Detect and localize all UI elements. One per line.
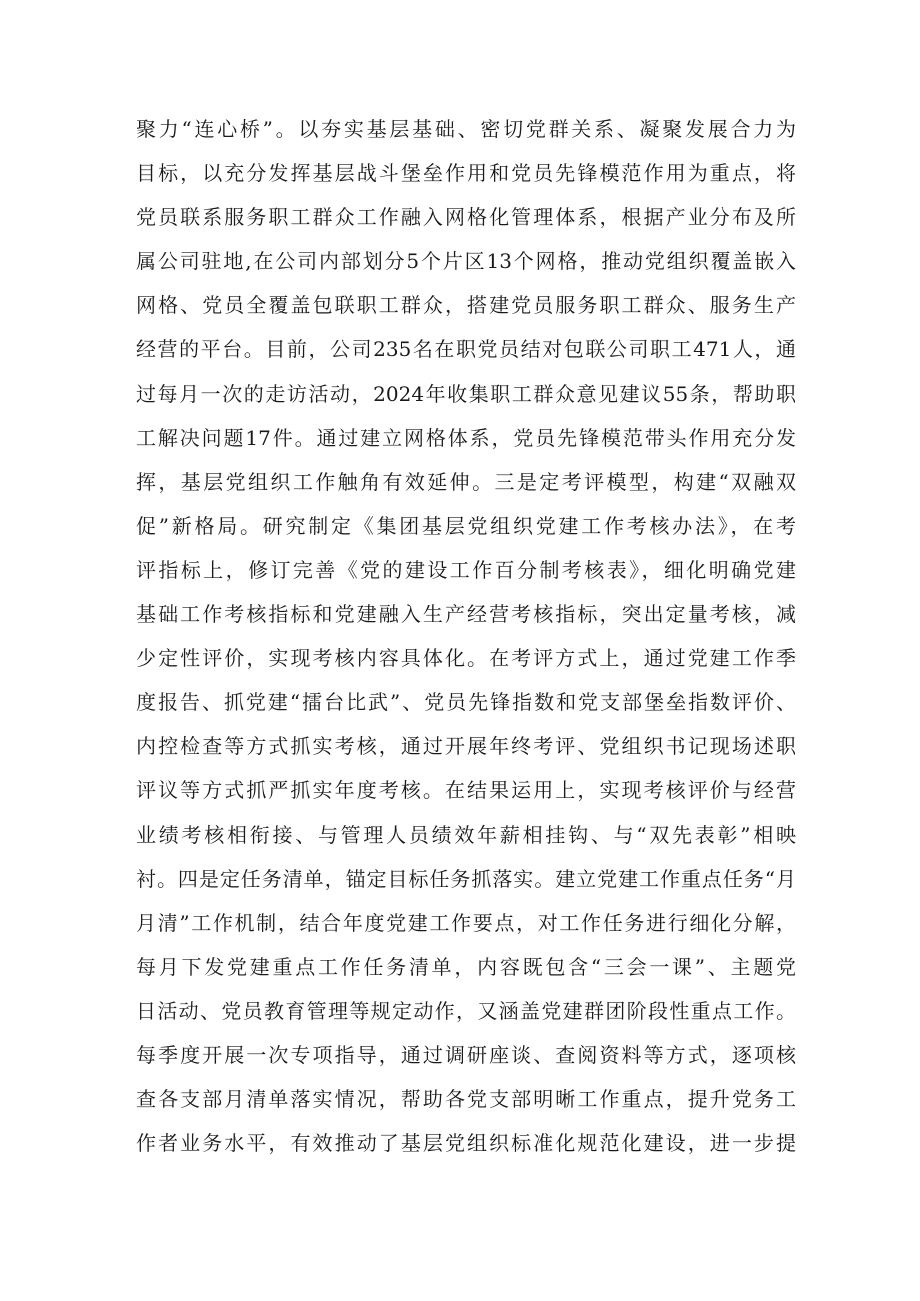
text-line: 月清”工作机制，结合年度党建工作要点，对工作任务进行细化分解， (136, 910, 796, 935)
text-line: 挥，基层党组织工作触角有效延伸。三是定考评模型，构建“双融双 (136, 469, 796, 494)
text-line: 促”新格局。研究制定《集团基层党组织党建工作考核办法》，在考 (136, 513, 796, 538)
text-line: 衬。四是定任务清单，锚定目标任务抓落实。建立党建工作重点任务“月 (136, 866, 796, 891)
text-line: 每季度开展一次专项指导，通过调研座谈、查阅资料等方式，逐项核 (136, 1042, 796, 1067)
text-line: 属公司驻地,在公司内部划分5个片区13个网格，推动党组织覆盖嵌入 (136, 249, 796, 274)
text-line: 经营的平台。目前，公司235名在职党员结对包联公司职工471人，通 (136, 337, 796, 362)
text-line: 查各支部月清单落实情况，帮助各党支部明晰工作重点，提升党务工 (136, 1087, 796, 1112)
text-line: 过每月一次的走访活动，2024年收集职工群众意见建议55条，帮助职 (136, 381, 796, 406)
body-paragraph (136, 107, 796, 1165)
text-line: 内控检查等方式抓实考核，通过开展年终考评、党组织书记现场述职 (136, 734, 796, 759)
text-line: 业绩考核相衔接、与管理人员绩效年薪相挂钩、与“双先表彰”相映 (136, 822, 796, 847)
text-line: 评议等方式抓严抓实年度考核。在结果运用上，实现考核评价与经营 (136, 778, 796, 803)
text-line: 日活动、党员教育管理等规定动作，又涵盖党建群团阶段性重点工作。 (136, 998, 796, 1023)
text-line: 目标，以充分发挥基层战斗堡垒作用和党员先锋模范作用为重点，将 (136, 161, 796, 186)
text-line: 工解决问题17件。通过建立网格体系，党员先锋模范带头作用充分发 (136, 425, 796, 450)
text-line: 网格、党员全覆盖包联职工群众，搭建党员服务职工群众、服务生产 (136, 293, 796, 318)
text-line: 度报告、抓党建“擂台比武”、党员先锋指数和党支部堡垒指数评价、 (136, 690, 796, 715)
text-line: 基础工作考核指标和党建融入生产经营考核指标，突出定量考核，减 (136, 602, 796, 627)
text-line: 评指标上，修订完善《党的建设工作百分制考核表》，细化明确党建 (136, 557, 796, 582)
text-line: 少定性评价，实现考核内容具体化。在考评方式上，通过党建工作季 (136, 646, 796, 671)
text-line: 党员联系服务职工群众工作融入网格化管理体系，根据产业分布及所 (136, 205, 796, 230)
text-line: 聚力“连心桥”。以夯实基层基础、密切党群关系、凝聚发展合力为 (136, 117, 796, 141)
text-line: 作者业务水平，有效推动了基层党组织标准化规范化建设，进一步提 (136, 1131, 796, 1156)
text-line: 每月下发党建重点工作任务清单，内容既包含“三会一课”、主题党 (136, 954, 796, 979)
